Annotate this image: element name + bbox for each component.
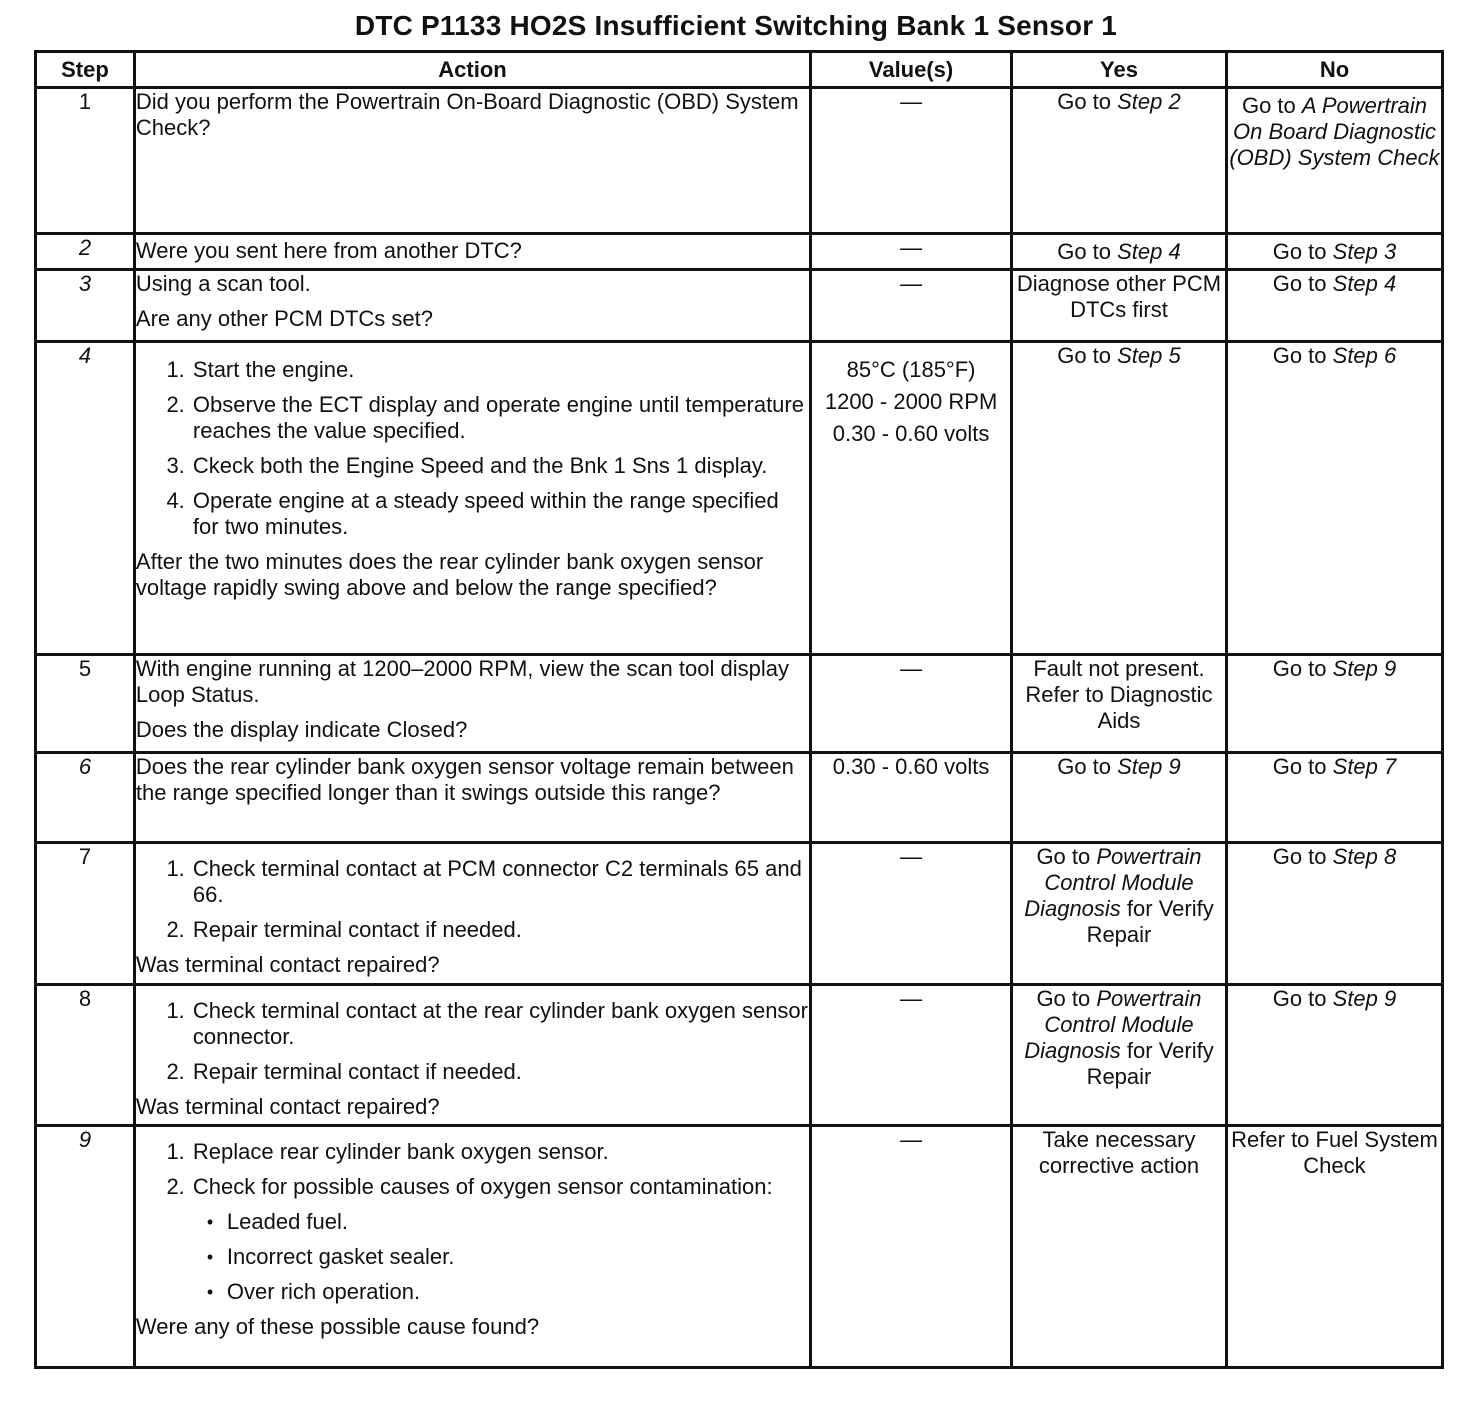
action-cell bbox=[134, 753, 810, 843]
no-cell bbox=[1226, 985, 1442, 1126]
action-text: Does the rear cylinder bank oxygen sensor voltage remain between the range specified longer than it swings outside this range? bbox=[135, 754, 794, 805]
action-question: Was terminal contact repaired? bbox=[135, 1094, 440, 1119]
yes-cell bbox=[1011, 753, 1226, 843]
step-number: 5 bbox=[36, 655, 135, 753]
action-step-item: 1. Check terminal contact at the rear cylinder bank oxygen sensor connector. bbox=[191, 998, 809, 1050]
value-rpm: 1200 - 2000 RPM bbox=[824, 389, 998, 414]
no-prefix: Go to bbox=[1272, 754, 1333, 779]
action-question: Was terminal contact repaired? bbox=[135, 952, 440, 977]
header-step: Step bbox=[36, 52, 135, 88]
no-step-link[interactable]: Step 4 bbox=[1332, 271, 1397, 296]
no-prefix: Go to bbox=[1272, 986, 1333, 1011]
yes-suffix: for Verify Repair bbox=[1086, 1038, 1214, 1089]
no-step-link[interactable]: Step 9 bbox=[1332, 986, 1397, 1011]
no-cell: Refer to Fuel System Check bbox=[1226, 1126, 1442, 1368]
table-row bbox=[36, 843, 1443, 985]
cause-list bbox=[193, 1209, 809, 1305]
header-action: Action bbox=[134, 52, 810, 88]
no-prefix: Go to bbox=[1272, 238, 1333, 264]
yes-step-link[interactable]: Step 4 bbox=[1117, 238, 1181, 264]
yes-prefix: Go to bbox=[1057, 343, 1118, 368]
no-prefix: Go to bbox=[1272, 343, 1333, 368]
action-cell bbox=[134, 655, 810, 753]
diagnostic-table bbox=[34, 50, 1444, 1369]
header-no: No bbox=[1226, 52, 1442, 88]
yes-cell bbox=[1011, 234, 1226, 270]
no-prefix: Go to bbox=[1272, 656, 1333, 681]
step-number: 1 bbox=[36, 88, 135, 234]
yes-cell: Diagnose other PCM DTCs first bbox=[1011, 270, 1226, 342]
action-step-item: 2. Repair terminal contact if needed. bbox=[191, 917, 809, 943]
no-prefix: Go to bbox=[1272, 271, 1333, 296]
value-cell: — bbox=[811, 655, 1012, 753]
value-cell bbox=[811, 342, 1012, 655]
no-cell bbox=[1226, 88, 1442, 234]
value-cell: — bbox=[811, 1126, 1012, 1368]
yes-step-link[interactable]: Step 5 bbox=[1117, 343, 1181, 368]
yes-prefix: Go to bbox=[1057, 89, 1118, 114]
action-step-item: 1. Start the engine. bbox=[191, 357, 809, 383]
table-row bbox=[36, 753, 1443, 843]
action-question: Does the display indicate Closed? bbox=[135, 717, 468, 742]
yes-prefix: Go to bbox=[1057, 754, 1118, 779]
yes-cell bbox=[1011, 88, 1226, 234]
yes-pcm-diagnosis-link[interactable]: Powertrain Control Module Diagnosis bbox=[1024, 844, 1202, 921]
action-step-item: 1. Replace rear cylinder bank oxygen sensor. bbox=[191, 1139, 809, 1165]
action-step-item: 3. Ckeck both the Engine Speed and the Bnk 1 Sns 1 display. bbox=[191, 453, 809, 479]
step-number: 6 bbox=[36, 753, 135, 843]
no-step-link[interactable]: Step 8 bbox=[1332, 844, 1397, 869]
table-row bbox=[36, 1126, 1443, 1368]
action-step-text: Check for possible causes of oxygen sensor contamination: bbox=[192, 1174, 773, 1199]
action-text: With engine running at 1200–2000 RPM, view the scan tool display Loop Status. bbox=[135, 656, 789, 707]
value-cell: — bbox=[811, 985, 1012, 1126]
no-cell bbox=[1226, 342, 1442, 655]
action-steps bbox=[136, 357, 809, 540]
action-question: After the two minutes does the rear cylinder bank oxygen sensor voltage rapidly swing above and below the range specified? bbox=[135, 549, 764, 600]
action-cell bbox=[134, 270, 810, 342]
yes-suffix: for Verify Repair bbox=[1086, 896, 1214, 947]
value-cell: — bbox=[811, 843, 1012, 985]
action-step-item: 2. Observe the ECT display and operate engine until temperature reaches the value specified. bbox=[191, 392, 809, 444]
action-cell bbox=[134, 234, 810, 270]
no-prefix: Go to bbox=[1272, 844, 1333, 869]
action-text: Were you sent here from another DTC? bbox=[135, 238, 522, 263]
bullet-icon: • bbox=[206, 1247, 214, 1267]
yes-prefix: Go to bbox=[1057, 238, 1118, 264]
bullet-icon: • bbox=[206, 1282, 214, 1302]
step-number: 3 bbox=[36, 270, 135, 342]
no-step-link[interactable]: Step 6 bbox=[1332, 343, 1397, 368]
step-number: 7 bbox=[36, 843, 135, 985]
yes-prefix: Go to bbox=[1036, 986, 1097, 1011]
no-cell bbox=[1226, 234, 1442, 270]
yes-prefix: Go to bbox=[1036, 844, 1097, 869]
action-step-item: 4. Operate engine at a steady speed within the range specified for two minutes. bbox=[191, 488, 809, 540]
action-cell bbox=[134, 843, 810, 985]
table-row bbox=[36, 270, 1443, 342]
bullet-icon: • bbox=[206, 1212, 214, 1232]
action-step-item bbox=[191, 1174, 809, 1305]
action-cell bbox=[134, 88, 810, 234]
action-cell bbox=[134, 342, 810, 655]
list-item bbox=[207, 1279, 809, 1305]
no-cell bbox=[1226, 753, 1442, 843]
value-cell: — bbox=[811, 88, 1012, 234]
table-row bbox=[36, 88, 1443, 234]
action-question: Are any other PCM DTCs set? bbox=[135, 306, 434, 331]
value-voltage: 0.30 - 0.60 volts bbox=[832, 421, 990, 446]
value-cell: 0.30 - 0.60 volts bbox=[811, 753, 1012, 843]
value-temperature: 85°C (185°F) bbox=[846, 357, 976, 382]
no-step-link[interactable]: Step 7 bbox=[1332, 754, 1397, 779]
table-row bbox=[36, 234, 1443, 270]
cause-text: Incorrect gasket sealer. bbox=[226, 1244, 455, 1269]
header-yes: Yes bbox=[1011, 52, 1226, 88]
table-header-row bbox=[36, 52, 1443, 88]
action-step-item: 1. Check terminal contact at PCM connector C2 terminals 65 and 66. bbox=[191, 856, 809, 908]
table-row bbox=[36, 985, 1443, 1126]
yes-cell: Take necessary corrective action bbox=[1011, 1126, 1226, 1368]
value-cell: — bbox=[811, 270, 1012, 342]
no-prefix: Go to bbox=[1241, 93, 1302, 118]
yes-pcm-diagnosis-link[interactable]: Powertrain Control Module Diagnosis bbox=[1024, 986, 1202, 1063]
table-row bbox=[36, 342, 1443, 655]
action-text: Did you perform the Powertrain On-Board Diagnostic (OBD) System Check? bbox=[135, 89, 799, 140]
no-step-link[interactable]: Step 9 bbox=[1332, 656, 1397, 681]
yes-cell bbox=[1011, 843, 1226, 985]
step-number: 4 bbox=[36, 342, 135, 655]
action-steps bbox=[136, 998, 809, 1085]
header-values: Value(s) bbox=[811, 52, 1012, 88]
value-cell: — bbox=[811, 234, 1012, 270]
table-row bbox=[36, 655, 1443, 753]
step-number: 9 bbox=[36, 1126, 135, 1368]
no-step-link[interactable]: Step 3 bbox=[1332, 238, 1397, 264]
action-steps bbox=[136, 1139, 809, 1305]
list-item bbox=[207, 1209, 809, 1235]
list-item bbox=[207, 1244, 809, 1270]
action-step-item: 2. Repair terminal contact if needed. bbox=[191, 1059, 809, 1085]
cause-text: Leaded fuel. bbox=[226, 1209, 349, 1234]
yes-cell: Fault not present. Refer to Diagnostic Aids bbox=[1011, 655, 1226, 753]
yes-step-link[interactable]: Step 2 bbox=[1117, 89, 1181, 114]
yes-cell bbox=[1011, 985, 1226, 1126]
cause-text: Over rich operation. bbox=[226, 1279, 421, 1304]
no-cell bbox=[1226, 843, 1442, 985]
yes-cell bbox=[1011, 342, 1226, 655]
step-number: 8 bbox=[36, 985, 135, 1126]
no-obd-check-link[interactable]: A Powertrain On Board Diagnostic (OBD) System Check bbox=[1229, 93, 1440, 170]
action-cell bbox=[134, 985, 810, 1126]
step-number: 2 bbox=[36, 234, 135, 270]
no-cell bbox=[1226, 655, 1442, 753]
yes-step-link[interactable]: Step 9 bbox=[1117, 754, 1181, 779]
page-title: DTC P1133 HO2S Insufficient Switching Bank 1 Sensor 1 bbox=[354, 10, 1118, 41]
action-question: Were any of these possible cause found? bbox=[135, 1314, 540, 1339]
no-cell bbox=[1226, 270, 1442, 342]
action-steps bbox=[136, 856, 809, 943]
action-text: Using a scan tool. bbox=[135, 271, 311, 296]
action-cell bbox=[134, 1126, 810, 1368]
